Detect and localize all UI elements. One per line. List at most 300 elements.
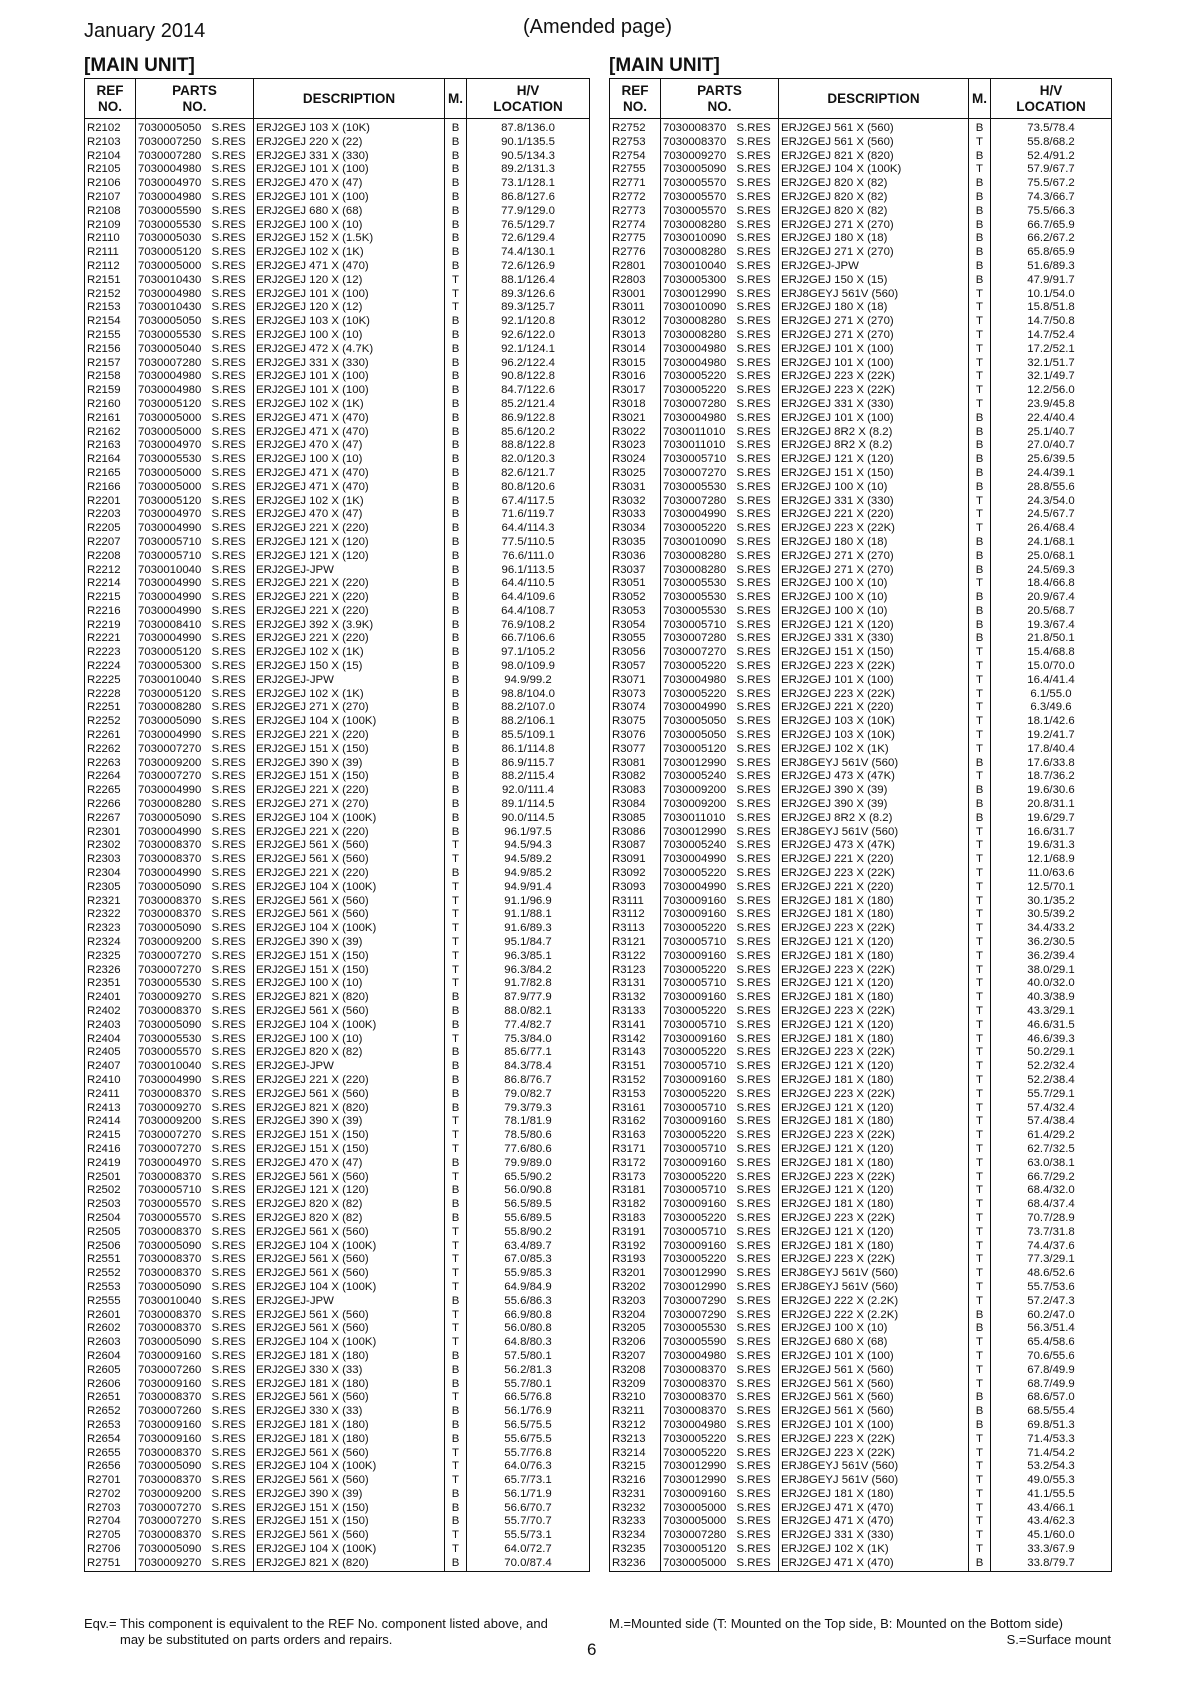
parts-no-cell: 7030005710 <box>661 1184 735 1198</box>
parts-no-cell: 7030005220 <box>661 1129 735 1143</box>
ref-no-cell: R3015 <box>612 356 646 369</box>
type-cell: S.RES <box>736 660 771 673</box>
mounted-side-cell: T <box>969 1019 991 1033</box>
table-row <box>85 577 590 591</box>
table-row <box>85 991 590 1005</box>
description-cell: ERJ8GEYJ 561V (560) <box>779 1460 969 1474</box>
hv-location-cell: 36.2/30.5 <box>991 936 1112 950</box>
parts-no-cell: 7030005000 <box>661 1557 735 1571</box>
table-row <box>85 177 590 191</box>
table-row <box>610 798 1112 812</box>
description-cell: ERJ2GEJ 221 X (220) <box>779 701 969 715</box>
table-row <box>85 301 590 315</box>
hv-location-cell: 89.3/125.7 <box>467 301 590 315</box>
mounted-side-cell: B <box>445 1557 467 1571</box>
description-cell: ERJ2GEJ 121 X (120) <box>779 1226 969 1240</box>
type-cell: S.RES <box>211 259 246 272</box>
table-row <box>85 1322 590 1336</box>
parts-no-cell: 7030005570 <box>136 1046 210 1060</box>
ref-no-cell: R2158 <box>87 370 121 383</box>
type-cell: S.RES <box>211 632 246 645</box>
ref-no-cell: R2419 <box>87 1156 121 1169</box>
parts-no-cell: 7030007290 <box>661 1309 735 1323</box>
type-cell: S.RES <box>211 1073 246 1086</box>
hv-location-cell: 74.4/37.6 <box>991 1240 1112 1254</box>
mounted-side-cell: T <box>969 1502 991 1516</box>
parts-no-cell: 7030012990 <box>661 1281 735 1295</box>
parts-no-cell: 7030005710 <box>136 536 210 550</box>
mounted-side-cell: B <box>445 564 467 578</box>
hv-location-cell: 78.5/80.6 <box>467 1129 590 1143</box>
mounted-side-cell: B <box>445 163 467 177</box>
parts-no-cell: 7030004990 <box>661 853 735 867</box>
hv-location-cell: 25.0/68.1 <box>991 550 1112 564</box>
ref-no-cell: R2152 <box>87 287 121 300</box>
table-row <box>610 1226 1112 1240</box>
parts-no-cell: 7030005090 <box>136 1543 210 1557</box>
description-cell: ERJ8GEYJ 561V (560) <box>779 757 969 771</box>
table-row <box>610 757 1112 771</box>
hv-location-cell: 12.5/70.1 <box>991 881 1112 895</box>
hv-location-cell: 6.1/55.0 <box>991 688 1112 702</box>
hv-location-cell: 14.7/50.8 <box>991 315 1112 329</box>
table-row <box>85 1046 590 1060</box>
ref-no-cell: R3018 <box>612 397 646 410</box>
mounted-side-cell: B <box>445 591 467 605</box>
type-cell: S.RES <box>211 315 246 328</box>
table-row <box>610 495 1112 509</box>
description-cell: ERJ2GEJ 820 X (82) <box>254 1046 445 1060</box>
table-row <box>610 1419 1112 1433</box>
description-cell: ERJ2GEJ 271 X (270) <box>779 550 969 564</box>
hv-location-cell: 16.6/31.7 <box>991 826 1112 840</box>
parts-no-cell: 7030005050 <box>136 315 210 329</box>
description-cell: ERJ2GEJ 151 X (150) <box>254 950 445 964</box>
ref-no-cell: R3142 <box>612 1032 646 1045</box>
table-row <box>610 1184 1112 1198</box>
table-row <box>610 1364 1112 1378</box>
description-cell: ERJ2GEJ 331 X (330) <box>779 1529 969 1543</box>
hv-location-cell: 56.0/80.8 <box>467 1322 590 1336</box>
ref-no-cell: R3111 <box>612 894 644 907</box>
description-cell: ERJ2GEJ 473 X (47K) <box>779 770 969 784</box>
description-cell: ERJ2GEJ 102 X (1K) <box>254 688 445 702</box>
table-row <box>85 481 590 495</box>
type-cell: S.RES <box>736 135 771 148</box>
description-cell: ERJ2GEJ 102 X (1K) <box>779 743 969 757</box>
mounted-side-cell: B <box>445 136 467 150</box>
table-row <box>610 1488 1112 1502</box>
hv-location-cell: 95.1/84.7 <box>467 936 590 950</box>
description-cell: ERJ2GEJ 221 X (220) <box>254 867 445 881</box>
parts-no-cell: 7030008370 <box>136 1309 210 1323</box>
table-row <box>610 412 1112 426</box>
table-row <box>610 812 1112 826</box>
parts-no-cell: 7030010090 <box>661 232 735 246</box>
table-row <box>85 1529 590 1543</box>
parts-no-cell: 7030005220 <box>661 522 735 536</box>
table-row <box>610 688 1112 702</box>
ref-no-cell: R3076 <box>612 729 646 742</box>
ref-no-cell: R2162 <box>87 425 121 438</box>
parts-no-cell: 7030005300 <box>136 660 210 674</box>
mounted-side-cell: T <box>969 936 991 950</box>
mounted-side-cell: T <box>445 1447 467 1461</box>
table-row <box>85 1184 590 1198</box>
equivalent-note-line1: Eqv.= This component is equivalent to the REF No. component listed above, and <box>84 1616 548 1631</box>
ref-no-cell: R3056 <box>612 646 646 659</box>
type-cell: S.RES <box>211 135 246 148</box>
table-row <box>85 508 590 522</box>
ref-no-cell: R2772 <box>612 190 646 203</box>
description-cell: ERJ2GEJ 103 X (10K) <box>254 119 445 136</box>
hv-location-cell: 64.9/84.9 <box>467 1281 590 1295</box>
ref-no-cell: R2401 <box>87 991 121 1004</box>
mounted-side-cell: T <box>969 1474 991 1488</box>
parts-no-cell: 7030008370 <box>136 1447 210 1461</box>
table-row <box>85 1198 590 1212</box>
description-cell: ERJ2GEJ 181 X (180) <box>779 908 969 922</box>
type-cell: S.RES <box>736 977 771 990</box>
table-row <box>85 881 590 895</box>
hv-location-cell: 43.3/29.1 <box>991 1005 1112 1019</box>
description-cell: ERJ2GEJ 271 X (270) <box>779 246 969 260</box>
parts-no-cell: 7030005220 <box>661 1088 735 1102</box>
description-cell: ERJ2GEJ 151 X (150) <box>254 770 445 784</box>
description-cell: ERJ2GEJ 223 X (22K) <box>779 1212 969 1226</box>
parts-no-cell: 7030005090 <box>136 1240 210 1254</box>
mounted-side-cell: T <box>969 1240 991 1254</box>
mounted-side-cell: B <box>445 867 467 881</box>
mounted-side-cell: T <box>969 577 991 591</box>
parts-no-cell: 7030005240 <box>661 770 735 784</box>
hv-location-cell: 90.1/135.5 <box>467 136 590 150</box>
ref-no-cell: R2801 <box>612 259 646 272</box>
description-cell: ERJ2GEJ 104 X (100K) <box>254 1460 445 1474</box>
type-cell: S.RES <box>736 1543 771 1556</box>
mounted-side-cell: T <box>445 288 467 302</box>
type-cell: S.RES <box>211 1101 246 1114</box>
mounted-side-cell: B <box>969 467 991 481</box>
description-cell: ERJ2GEJ 390 X (39) <box>779 784 969 798</box>
mounted-side-cell: B <box>969 1419 991 1433</box>
hv-location-cell: 68.4/37.4 <box>991 1198 1112 1212</box>
mounted-side-cell: T <box>969 908 991 922</box>
ref-no-cell: R2322 <box>87 908 121 921</box>
mounted-side-cell: T <box>445 908 467 922</box>
hv-location-cell: 18.7/36.2 <box>991 770 1112 784</box>
mounted-side-cell: T <box>969 922 991 936</box>
description-cell: ERJ2GEJ 561 X (560) <box>779 1405 969 1419</box>
ref-no-cell: R2201 <box>87 494 121 507</box>
ref-no-cell: R3234 <box>612 1529 646 1542</box>
type-cell: S.RES <box>211 977 246 990</box>
type-cell: S.RES <box>736 673 771 686</box>
table-row <box>85 398 590 412</box>
table-row <box>610 1515 1112 1529</box>
hv-location-cell: 96.1/97.5 <box>467 826 590 840</box>
ref-no-cell: R3075 <box>612 715 646 728</box>
description-cell: ERJ2GEJ-JPW <box>254 1060 445 1074</box>
hv-location-cell: 85.5/109.1 <box>467 729 590 743</box>
hv-location-cell: 27.0/40.7 <box>991 439 1112 453</box>
parts-no-cell: 7030005120 <box>136 646 210 660</box>
ref-no-cell: R2154 <box>87 315 121 328</box>
description-cell: ERJ2GEJ 221 X (220) <box>779 881 969 895</box>
ref-no-cell: R3213 <box>612 1432 646 1445</box>
ref-no-cell: R3143 <box>612 1046 646 1059</box>
table-row <box>85 522 590 536</box>
table-row <box>85 770 590 784</box>
parts-no-cell: 7030005530 <box>136 453 210 467</box>
table-row <box>85 1033 590 1047</box>
type-cell: S.RES <box>736 701 771 714</box>
mounted-side-cell: B <box>969 119 991 136</box>
table-row <box>610 260 1112 274</box>
ref-no-cell: R3206 <box>612 1336 646 1349</box>
table-row <box>85 715 590 729</box>
parts-no-cell: 7030004990 <box>136 632 210 646</box>
mounted-side-cell: T <box>969 1198 991 1212</box>
table-row <box>85 1240 590 1254</box>
mounted-side-cell: B <box>969 550 991 564</box>
table-row <box>610 370 1112 384</box>
mounted-side-cell: T <box>969 1102 991 1116</box>
description-header: DESCRIPTION <box>254 79 445 119</box>
description-cell: ERJ2GEJ 561 X (560) <box>254 1529 445 1543</box>
hv-location-cell: 6.3/49.6 <box>991 701 1112 715</box>
hv-location-cell: 55.5/73.1 <box>467 1529 590 1543</box>
ref-no-cell: R3211 <box>612 1405 645 1418</box>
ref-no-cell: R3013 <box>612 328 646 341</box>
type-cell: S.RES <box>736 991 771 1004</box>
type-cell: S.RES <box>211 1336 246 1349</box>
ref-no-cell: R3210 <box>612 1391 646 1404</box>
description-cell: ERJ2GEJ 561 X (560) <box>254 1322 445 1336</box>
parts-no-cell: 7030004980 <box>661 343 735 357</box>
table-row <box>610 674 1112 688</box>
parts-no-cell: 7030005710 <box>661 1226 735 1240</box>
hv-location-cell: 32.1/49.7 <box>991 370 1112 384</box>
mounted-side-cell: B <box>445 605 467 619</box>
ref-no-cell: R3208 <box>612 1363 646 1376</box>
description-cell: ERJ2GEJ 561 X (560) <box>254 1447 445 1461</box>
parts-no-cell: 7030010040 <box>136 564 210 578</box>
mounted-side-cell: B <box>445 439 467 453</box>
parts-no-cell: 7030005570 <box>136 1198 210 1212</box>
mounted-side-cell: B <box>445 812 467 826</box>
ref-no-cell: R3235 <box>612 1543 646 1556</box>
description-cell: ERJ2GEJ 101 X (100) <box>254 191 445 205</box>
type-cell: S.RES <box>211 273 246 286</box>
ref-no-cell: R3093 <box>612 880 646 893</box>
mounted-side-cell: T <box>969 1143 991 1157</box>
description-cell: ERJ2GEJ 471 X (470) <box>254 481 445 495</box>
ref-no-cell: R3182 <box>612 1198 646 1211</box>
mounted-side-cell: B <box>445 826 467 840</box>
description-cell: ERJ2GEJ 180 X (18) <box>779 536 969 550</box>
table-row <box>610 1378 1112 1392</box>
table-row <box>85 839 590 853</box>
ref-no-cell: R2323 <box>87 922 121 935</box>
ref-no-cell: R3202 <box>612 1280 646 1293</box>
table-row <box>85 895 590 909</box>
hv-location-cell: 26.4/68.4 <box>991 522 1112 536</box>
parts-no-cell: 7030004980 <box>661 412 735 426</box>
table-row <box>85 136 590 150</box>
hv-location-cell: 71.4/53.3 <box>991 1433 1112 1447</box>
type-cell: S.RES <box>211 1501 246 1514</box>
ref-no-cell: R3012 <box>612 315 646 328</box>
ref-no-cell: R3233 <box>612 1515 646 1528</box>
table-row <box>85 260 590 274</box>
description-cell: ERJ2GEJ 471 X (470) <box>254 412 445 426</box>
ref-no-cell: R3216 <box>612 1474 646 1487</box>
ref-no-cell: R3132 <box>612 991 646 1004</box>
type-cell: S.RES <box>211 1460 246 1473</box>
ref-no-cell: R2752 <box>612 122 646 134</box>
description-cell: ERJ2GEJ 561 X (560) <box>779 1378 969 1392</box>
description-cell: ERJ8GEYJ 561V (560) <box>779 826 969 840</box>
mounted-side-cell: B <box>445 688 467 702</box>
table-row <box>610 619 1112 633</box>
description-cell: ERJ2GEJ 181 X (180) <box>254 1378 445 1392</box>
table-row <box>85 246 590 260</box>
parts-no-cell: 7030007280 <box>661 398 735 412</box>
type-cell: S.RES <box>211 742 246 755</box>
parts-no-cell: 7030012990 <box>661 757 735 771</box>
description-cell: ERJ2GEJ 221 X (220) <box>254 522 445 536</box>
type-cell: S.RES <box>736 1418 771 1431</box>
hv-location-cell: 76.9/108.2 <box>467 619 590 633</box>
table-row <box>85 370 590 384</box>
description-cell: ERJ2GEJ 223 X (22K) <box>779 660 969 674</box>
parts-no-cell: 7030005090 <box>136 922 210 936</box>
hv-location-cell: 22.4/40.4 <box>991 412 1112 426</box>
parts-no-cell: 7030005530 <box>136 329 210 343</box>
parts-no-cell: 7030005220 <box>661 1447 735 1461</box>
mounted-side-cell: T <box>969 1046 991 1060</box>
description-cell: ERJ2GEJ 120 X (12) <box>254 274 445 288</box>
description-cell: ERJ2GEJ 221 X (220) <box>254 577 445 591</box>
type-cell: S.RES <box>736 1170 771 1183</box>
mounted-side-cell: T <box>445 1267 467 1281</box>
ref-no-cell: R2411 <box>87 1087 120 1100</box>
description-cell: ERJ2GEJ 100 X (10) <box>254 329 445 343</box>
table-row <box>610 150 1112 164</box>
hv-location-cell: 82.0/120.3 <box>467 453 590 467</box>
ref-no-cell: R2655 <box>87 1446 121 1459</box>
description-cell: ERJ2GEJ 121 X (120) <box>254 1184 445 1198</box>
ref-no-cell: R2704 <box>87 1515 121 1528</box>
description-cell: ERJ2GEJ 101 X (100) <box>254 163 445 177</box>
type-cell: S.RES <box>211 1253 246 1266</box>
ref-no-cell: R3201 <box>612 1267 646 1280</box>
type-cell: S.RES <box>211 701 246 714</box>
type-cell: S.RES <box>211 190 246 203</box>
type-cell: S.RES <box>211 1556 246 1569</box>
hv-location-cell: 96.3/85.1 <box>467 950 590 964</box>
ref-no-cell: R3014 <box>612 342 646 355</box>
ref-no-cell: R3057 <box>612 660 646 673</box>
mounted-side-cell: B <box>445 536 467 550</box>
type-cell: S.RES <box>211 1267 246 1280</box>
parts-no-cell: 7030005120 <box>136 688 210 702</box>
mounted-side-cell: B <box>969 150 991 164</box>
ref-no-cell: R3122 <box>612 949 646 962</box>
table-row <box>610 467 1112 481</box>
hv-location-cell: 33.3/67.9 <box>991 1543 1112 1557</box>
type-cell: S.RES <box>736 853 771 866</box>
hv-location-cell: 55.6/86.3 <box>467 1295 590 1309</box>
type-cell: S.RES <box>211 563 246 576</box>
hv-location-cell: 70.7/28.9 <box>991 1212 1112 1226</box>
hv-location-cell: 97.1/105.2 <box>467 646 590 660</box>
ref-no-cell: R2219 <box>87 618 121 631</box>
description-cell: ERJ2GEJ 104 X (100K) <box>254 812 445 826</box>
mounted-side-cell: T <box>969 163 991 177</box>
parts-no-cell: 7030005000 <box>136 412 210 426</box>
parts-no-cell: 7030005040 <box>136 343 210 357</box>
mounted-side-cell: B <box>445 646 467 660</box>
type-cell: S.RES <box>211 798 246 811</box>
ref-no-cell: R3025 <box>612 466 646 479</box>
parts-no-cell: 7030012990 <box>661 1267 735 1281</box>
type-cell: S.RES <box>736 963 771 976</box>
parts-no-cell: 7030005120 <box>661 743 735 757</box>
type-cell: S.RES <box>211 1487 246 1500</box>
hv-location-cell: 87.8/136.0 <box>467 119 590 136</box>
type-cell: S.RES <box>736 908 771 921</box>
mounted-side-cell: T <box>969 881 991 895</box>
mounted-side-cell: T <box>445 1322 467 1336</box>
parts-no-cell: 7030004980 <box>136 384 210 398</box>
type-cell: S.RES <box>736 466 771 479</box>
parts-no-cell: 7030005090 <box>136 812 210 826</box>
ref-no-cell: R2214 <box>87 577 121 590</box>
parts-no-header: PARTS NO. <box>661 79 779 119</box>
parts-no-cell: 7030008370 <box>136 1267 210 1281</box>
ref-no-cell: R3215 <box>612 1460 646 1473</box>
table-row <box>85 798 590 812</box>
description-cell: ERJ2GEJ 390 X (39) <box>254 757 445 771</box>
description-cell: ERJ2GEJ 102 X (1K) <box>254 398 445 412</box>
ref-no-cell: R3203 <box>612 1294 646 1307</box>
ref-no-cell: R2156 <box>87 342 121 355</box>
ref-no-cell: R3183 <box>612 1211 646 1224</box>
mounted-side-cell: B <box>445 1419 467 1433</box>
ref-no-cell: R2267 <box>87 811 121 824</box>
hv-location-cell: 43.4/66.1 <box>991 1502 1112 1516</box>
hv-location-cell: 62.7/32.5 <box>991 1143 1112 1157</box>
type-cell: S.RES <box>736 232 771 245</box>
description-cell: ERJ2GEJ 102 X (1K) <box>254 246 445 260</box>
type-cell: S.RES <box>736 1280 771 1293</box>
mounted-side-cell: T <box>969 1212 991 1226</box>
description-cell: ERJ2GEJ 330 X (33) <box>254 1364 445 1378</box>
type-cell: S.RES <box>736 1115 771 1128</box>
table-row <box>610 591 1112 605</box>
description-cell: ERJ2GEJ 222 X (2.2K) <box>779 1295 969 1309</box>
table-row <box>610 191 1112 205</box>
type-cell: S.RES <box>211 1184 246 1197</box>
type-cell: S.RES <box>736 508 771 521</box>
hv-location-cell: 66.7/29.2 <box>991 1171 1112 1185</box>
description-cell: ERJ2GEJ 100 X (10) <box>254 977 445 991</box>
right-unit-title: [MAIN UNIT] <box>609 55 720 76</box>
mounted-side-cell: B <box>969 784 991 798</box>
description-cell: ERJ2GEJ 561 X (560) <box>254 1474 445 1488</box>
